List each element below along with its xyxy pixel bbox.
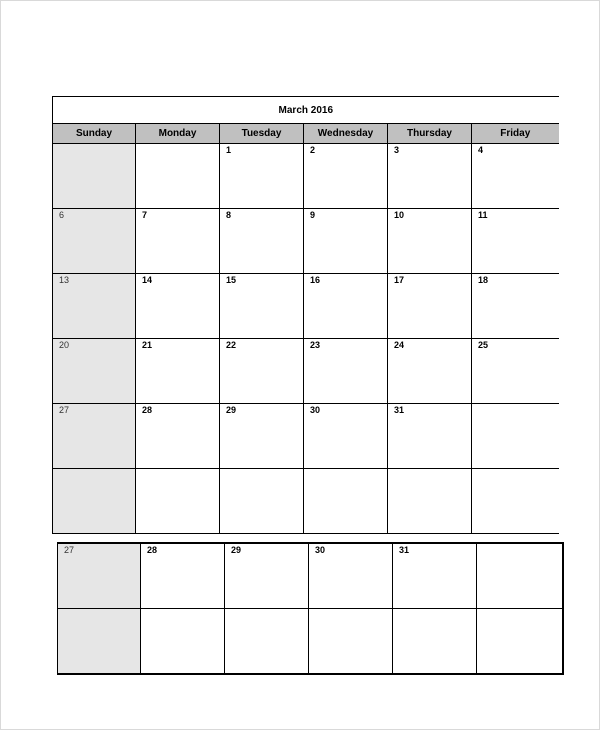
day-number <box>58 609 140 610</box>
day-cell <box>309 609 393 675</box>
day-number <box>309 609 392 610</box>
header-tuesday: Tuesday <box>220 124 304 144</box>
day-cell <box>136 274 220 339</box>
day-number <box>53 144 135 145</box>
day-cell <box>53 274 136 339</box>
day-number: 7 <box>142 210 148 220</box>
day-number: 14 <box>142 275 153 285</box>
day-number: 8 <box>226 210 232 220</box>
day-number: 27 <box>59 405 70 415</box>
day-cell <box>220 339 304 404</box>
day-cell <box>53 209 136 274</box>
day-cell <box>309 543 393 609</box>
day-number: 6 <box>59 210 65 220</box>
day-cell <box>388 209 472 274</box>
day-number <box>136 469 219 470</box>
day-cell <box>58 543 141 609</box>
header-thursday: Thursday <box>388 124 472 144</box>
week-row <box>53 339 559 404</box>
day-number: 21 <box>142 340 153 350</box>
day-cell <box>472 404 559 469</box>
week-row <box>53 469 559 534</box>
day-cell <box>393 543 477 609</box>
day-number <box>225 609 308 610</box>
day-number: 27 <box>64 545 75 555</box>
day-cell <box>472 144 559 209</box>
day-number <box>304 469 387 470</box>
day-cell <box>388 144 472 209</box>
day-number <box>136 144 219 145</box>
day-number: 29 <box>226 405 237 415</box>
day-cell <box>472 209 559 274</box>
day-cell <box>136 404 220 469</box>
day-cell <box>53 144 136 209</box>
day-cell <box>304 404 388 469</box>
day-cell <box>53 404 136 469</box>
day-cell <box>53 469 136 534</box>
day-cell <box>393 609 477 675</box>
header-sunday: Sunday <box>53 124 136 144</box>
day-number <box>393 609 476 610</box>
day-cell <box>304 209 388 274</box>
day-cell <box>388 404 472 469</box>
day-cell <box>141 609 225 675</box>
day-cell <box>53 339 136 404</box>
day-number: 29 <box>231 545 242 555</box>
day-cell <box>220 209 304 274</box>
day-number: 31 <box>399 545 410 555</box>
week-row <box>58 543 563 609</box>
day-number: 23 <box>310 340 321 350</box>
day-cell <box>388 469 472 534</box>
day-cell <box>220 274 304 339</box>
day-number: 9 <box>310 210 316 220</box>
day-cell <box>388 274 472 339</box>
day-cell <box>304 274 388 339</box>
day-number: 18 <box>478 275 489 285</box>
day-number: 3 <box>394 145 400 155</box>
header-friday: Friday <box>472 124 559 144</box>
day-number <box>477 544 562 545</box>
week-row <box>53 274 559 339</box>
day-cell <box>220 144 304 209</box>
day-cell <box>477 609 563 675</box>
day-number: 13 <box>59 275 70 285</box>
day-cell <box>58 609 141 675</box>
day-cell <box>304 144 388 209</box>
day-number: 24 <box>394 340 405 350</box>
calendar-title: March 2016 <box>53 97 559 124</box>
day-number <box>141 609 224 610</box>
day-cell <box>136 144 220 209</box>
day-number: 28 <box>142 405 153 415</box>
day-cell <box>304 469 388 534</box>
day-number: 20 <box>59 340 70 350</box>
day-number: 11 <box>478 210 488 220</box>
day-number <box>472 469 559 470</box>
day-number: 28 <box>147 545 158 555</box>
day-number: 17 <box>394 275 405 285</box>
day-number: 10 <box>394 210 405 220</box>
week-row <box>53 404 559 469</box>
day-cell <box>136 209 220 274</box>
week-row <box>53 209 559 274</box>
day-cell <box>225 543 309 609</box>
day-cell <box>388 339 472 404</box>
day-cell <box>136 469 220 534</box>
day-cell <box>304 339 388 404</box>
day-number <box>477 609 562 610</box>
day-number: 31 <box>394 405 405 415</box>
day-number: 16 <box>310 275 321 285</box>
day-cell <box>472 274 559 339</box>
day-cell <box>472 469 559 534</box>
day-number: 30 <box>310 405 321 415</box>
day-number: 1 <box>226 145 232 155</box>
day-cell <box>220 404 304 469</box>
weekday-header-row <box>53 124 559 144</box>
calendar-overflow-grid <box>57 542 564 675</box>
calendar-grid <box>52 96 559 534</box>
day-number: 4 <box>478 145 484 155</box>
day-number: 22 <box>226 340 237 350</box>
day-number: 30 <box>315 545 326 555</box>
header-monday: Monday <box>136 124 220 144</box>
day-cell <box>225 609 309 675</box>
header-wednesday: Wednesday <box>304 124 388 144</box>
day-number <box>472 404 559 405</box>
day-cell <box>477 543 563 609</box>
week-row <box>58 609 563 675</box>
week-row <box>53 144 559 209</box>
day-number: 2 <box>310 145 316 155</box>
day-number: 15 <box>226 275 237 285</box>
day-number <box>53 469 135 470</box>
day-cell <box>141 543 225 609</box>
day-number: 25 <box>478 340 489 350</box>
day-number <box>388 469 471 470</box>
day-number <box>220 469 303 470</box>
day-cell <box>220 469 304 534</box>
day-cell <box>472 339 559 404</box>
day-cell <box>136 339 220 404</box>
